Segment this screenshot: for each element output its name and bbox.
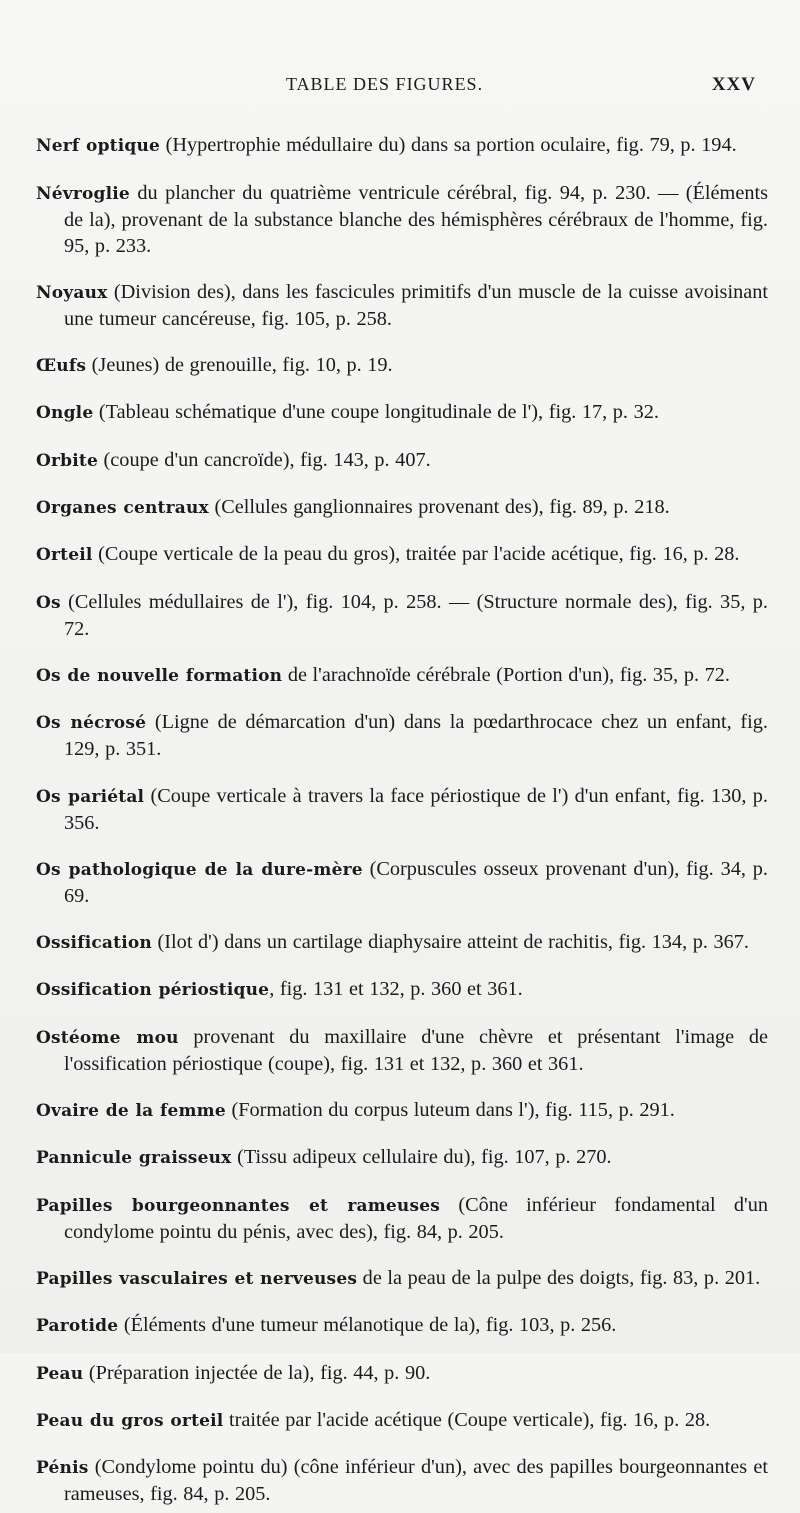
entry-term: Nerf optique — [36, 136, 161, 157]
entry-text: (Cône inférieur fondamental d'un condylome pointu du pénis, avec des), fig. 84, p. 205. — [64, 1193, 768, 1243]
index-entry — [36, 447, 768, 474]
entry-term: Œufs — [36, 356, 87, 377]
index-entry — [36, 783, 768, 836]
index-entry — [36, 1144, 768, 1171]
index-entry — [36, 279, 768, 332]
index-entry — [36, 541, 768, 568]
entry-text: (Hypertrophie médullaire du) dans sa portion oculaire, fig. 79, p. 194. — [160, 134, 737, 157]
entry-term: Ostéome mou — [36, 1027, 179, 1048]
entry-term: Ongle — [36, 403, 94, 424]
header-title: TABLE DES FIGURES. — [286, 74, 484, 94]
entry-term: Organes centraux — [36, 498, 209, 519]
entry-term: Peau du gros orteil — [36, 1410, 224, 1431]
index-entry — [36, 856, 768, 909]
entry-term: Os nécrosé — [36, 713, 147, 734]
index-entry — [36, 929, 768, 956]
entry-text: (Cellules médullaires de l'), fig. 104, p. 258. — (Structure normale des), fig. 35, p. 72. — [60, 590, 768, 640]
index-entry — [36, 1454, 768, 1507]
entry-text: (Division des), dans les fascicules primitifs d'un muscle de la cuisse avoisinant une tumeur cancéreuse, fig. 105, p. 258. — [64, 280, 768, 330]
entry-text: (Jeunes) de grenouille, fig. 10, p. 19. — [86, 354, 393, 377]
index-entry — [36, 494, 768, 521]
index-entry — [36, 1192, 768, 1245]
index-entry — [36, 1024, 768, 1077]
entry-text: de l'arachnoïde cérébrale (Portion d'un), fig. 35, p. 72. — [282, 663, 730, 686]
entry-text: provenant du maxillaire d'une chèvre et présentant l'image de l'ossification périostique (coupe), fig. 131 et 132, p. 360 et 361. — [64, 1025, 768, 1075]
entry-term: Papilles vasculaires et nerveuses — [36, 1268, 358, 1289]
index-entry — [36, 1407, 768, 1434]
entry-text: de la peau de la pulpe des doigts, fig. 83, p. 201. — [357, 1266, 761, 1289]
entry-text: (Condylome pointu du) (cône inférieur d'un), avec des papilles bourgeonnantes et rameuses, fig. 84, p. 205. — [64, 1456, 768, 1506]
index-entry — [36, 399, 768, 426]
entry-term: Pannicule graisseux — [36, 1148, 232, 1169]
entry-term: Pénis — [36, 1458, 89, 1479]
index-entry — [36, 709, 768, 762]
entry-term: Os — [36, 592, 61, 613]
index-entry — [36, 1265, 768, 1292]
entry-text: (Coupe verticale à travers la face périostique de l') d'un enfant, fig. 130, p. 356. — [64, 784, 768, 834]
entry-text: (Cellules ganglionnaires provenant des), fig. 89, p. 218. — [208, 496, 670, 519]
page-number: XXV — [711, 74, 756, 95]
index-entry — [36, 1312, 768, 1339]
entry-text: (Corpuscules osseux provenant d'un), fig. 34, p. 69. — [64, 857, 768, 907]
entry-term: Noyaux — [36, 282, 108, 303]
entry-term: Ossification périostique — [36, 980, 270, 1001]
entry-text: (Préparation injectée de la), fig. 44, p. 90. — [83, 1361, 431, 1384]
entry-text: (Ilot d') dans un cartilage diaphysaire atteint de rachitis, fig. 134, p. 367. — [151, 931, 749, 954]
index-entry — [36, 1360, 768, 1387]
entry-term: Papilles bourgeonnantes et rameuses — [36, 1195, 441, 1216]
entry-term: Parotide — [36, 1316, 119, 1337]
entry-text: traitée par l'acide acétique (Coupe verticale), fig. 16, p. 28. — [223, 1408, 711, 1431]
entry-text: (Formation du corpus luteum dans l'), fig. 115, p. 291. — [225, 1099, 675, 1122]
index-entry — [36, 662, 768, 689]
entry-text: (Tissu adipeux cellulaire du), fig. 107, p. 270. — [231, 1146, 612, 1169]
entry-term: Ovaire de la femme — [36, 1101, 226, 1122]
entry-term: Os pathologique de la dure-mère — [36, 859, 363, 880]
index-entry — [36, 976, 768, 1003]
index-entries — [36, 112, 768, 1513]
entry-text: du plancher du quatrième ventricule cérébral, fig. 94, p. 230. — (Éléments de la), provenant de la substance blanche des hémisphères cérébraux de l'homme, fig. 95, p. 233. — [64, 181, 768, 257]
index-entry — [36, 589, 768, 642]
entry-text: (Éléments d'une tumeur mélanotique de la), fig. 103, p. 256. — [118, 1314, 617, 1337]
entry-term: Peau — [36, 1363, 84, 1384]
entry-term: Os pariétal — [36, 786, 145, 807]
entry-text: (Ligne de démarcation d'un) dans la pœdarthrocace chez un enfant, fig. 129, p. 351. — [64, 711, 768, 761]
entry-text: , fig. 131 et 132, p. 360 et 361. — [269, 978, 523, 1001]
entry-text: (Tableau schématique d'une coupe longitudinale de l'), fig. 17, p. 32. — [93, 401, 659, 424]
entry-term: Orteil — [36, 545, 93, 566]
index-entry — [36, 1097, 768, 1124]
running-header — [36, 74, 756, 104]
entry-term: Ossification — [36, 933, 152, 954]
entry-term: Os de nouvelle formation — [36, 665, 283, 686]
entry-text: (Coupe verticale de la peau du gros), traitée par l'acide acétique, fig. 16, p. 28. — [92, 543, 740, 566]
index-entry — [36, 180, 768, 259]
index-entry — [36, 352, 768, 379]
entry-text: (coupe d'un cancroïde), fig. 143, p. 407. — [97, 448, 431, 471]
entry-term: Orbite — [36, 450, 98, 471]
index-entry — [36, 132, 768, 159]
entry-term: Névroglie — [36, 183, 130, 204]
